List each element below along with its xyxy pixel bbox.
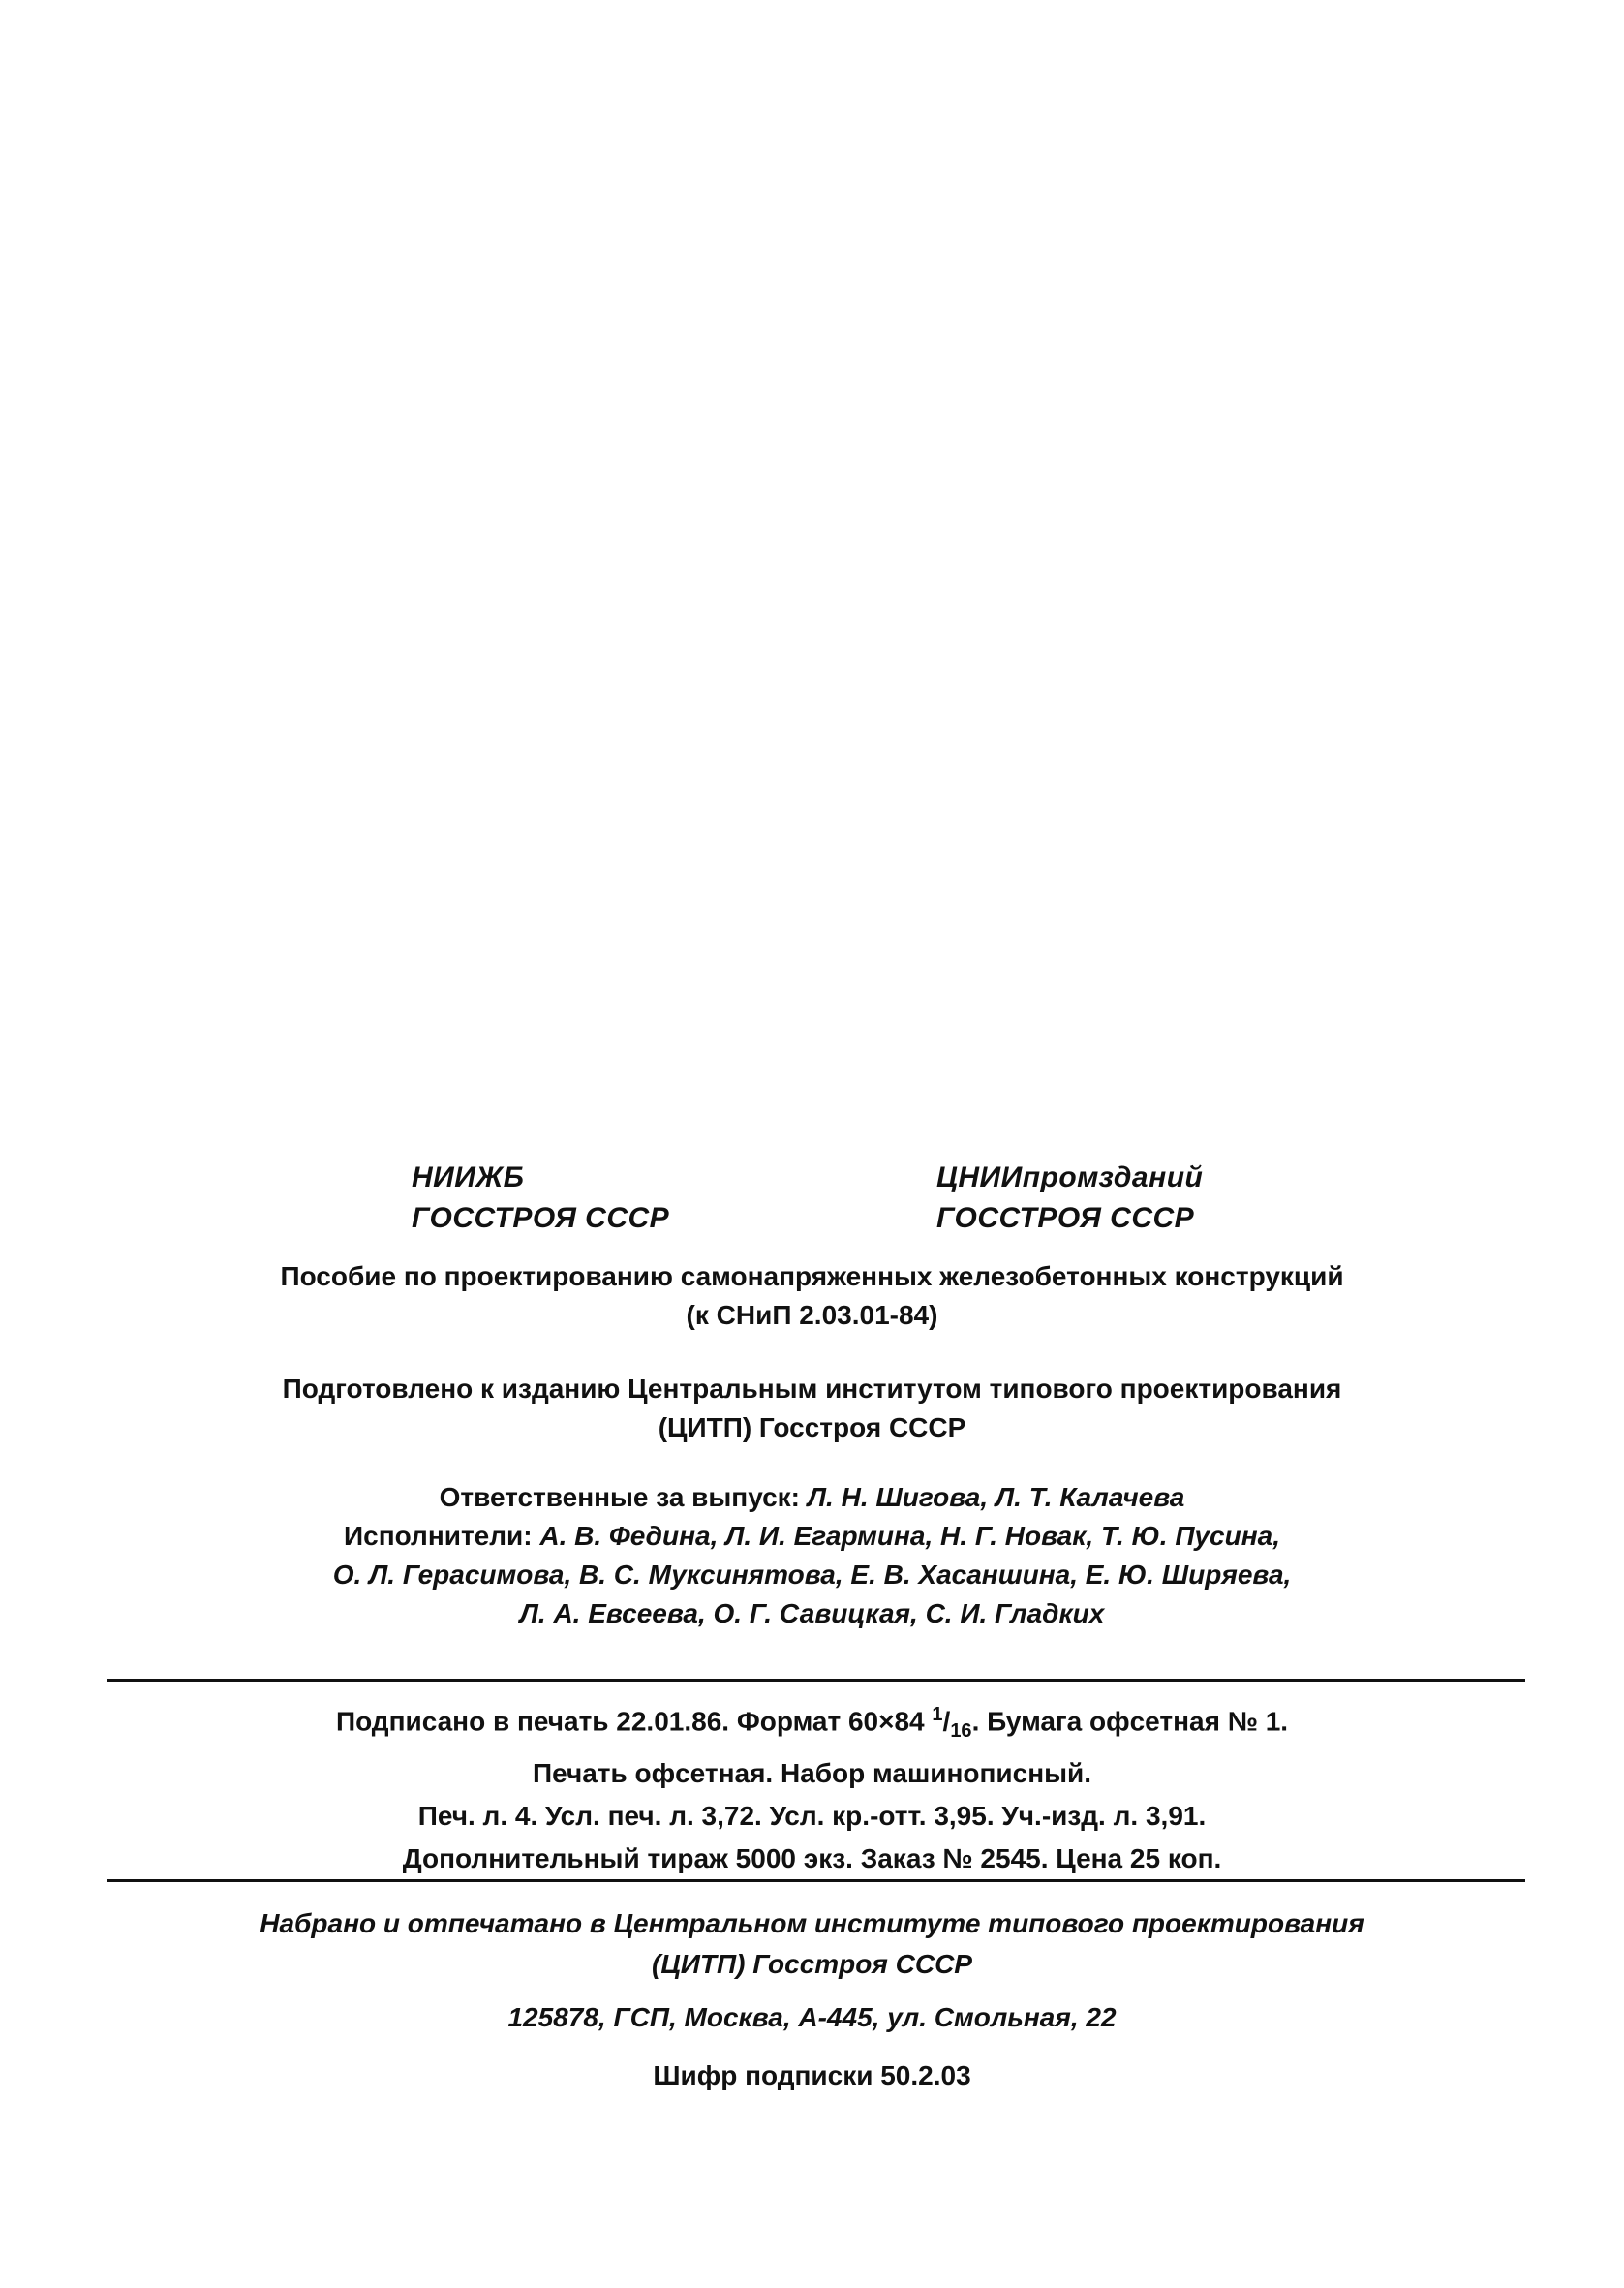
printer-info [0,1903,1624,1985]
divider-bottom [107,1879,1525,1882]
printer-address [0,1998,1624,2037]
org-niizhb [412,1158,669,1239]
staff-credits [0,1478,1624,1633]
responsible-line [0,1478,1624,1517]
org-left-name: НИИЖБ [412,1161,525,1193]
org-tsniipromzdaniy [936,1158,1203,1239]
subscription-cipher [0,2056,1624,2095]
responsible-names: Л. Н. Шигова, Л. Т. Калачева [807,1482,1185,1512]
imprint-line-1: Подписано в печать 22.01.86. Формат 60×84 $^1/_{16}$. Бумага офсетная № 1. [335,1704,1289,1742]
prepared-by [0,1370,1624,1447]
org-right-agency: ГОССТРОЯ СССР [936,1202,1195,1234]
cipher-line: Шифр подписки 50.2.03 [653,2060,971,2090]
performers-names-3: Л. А. Евсеева, О. Г. Савицкая, С. И. Гладких [519,1598,1105,1628]
address-line: 125878, ГСП, Москва, А-445, ул. Смольная, 22 [507,2002,1117,2032]
format-numerator: 1 [932,1704,943,1725]
performers-names-2: О. Л. Герасимова, В. С. Муксинятова, Е. В. Хасаншина, Е. Ю. Ширяева, [332,1560,1292,1590]
title-line-1: Пособие по проектированию самонапряженных железобетонных конструкций [280,1261,1344,1291]
imprint-line-2: Печать офсетная. Набор машинописный. [532,1757,1092,1788]
printer-line-1: Набрано и отпечатано в Центральном институте типового проектирования [260,1908,1364,1938]
imprint-details [0,1693,1624,1880]
divider-top [107,1679,1525,1682]
format-denominator: 16 [950,1719,972,1742]
signed-suffix: . Бумага офсетная № 1. [971,1706,1289,1737]
printer-line-2: (ЦИТП) Госстроя СССР [652,1949,972,1979]
title-line-2: (к СНиП 2.03.01-84) [686,1300,938,1330]
prepared-line-2: (ЦИТП) Госстроя СССР [658,1412,966,1442]
org-left-agency: ГОССТРОЯ СССР [412,1202,670,1234]
signed-prefix: Подписано в печать 22.01.86. Формат 60×84 [335,1706,925,1737]
org-right-name: ЦНИИпромзданий [936,1161,1204,1193]
performers-names-1: А. В. Федина, Л. И. Егармина, Н. Г. Новак, Т. Ю. Пусина, [539,1521,1280,1551]
document-title [0,1257,1624,1335]
imprint-line-4: Дополнительный тираж 5000 экз. Заказ № 2545. Цена 25 коп. [402,1842,1222,1873]
performers-label: Исполнители: [344,1521,533,1551]
imprint-line-3: Печ. л. 4. Усл. печ. л. 3,72. Усл. кр.-отт. 3,95. Уч.-изд. л. 3,91. [417,1800,1207,1831]
prepared-line-1: Подготовлено к изданию Центральным институтом типового проектирования [282,1374,1342,1404]
responsible-label: Ответственные за выпуск: [439,1482,801,1512]
performers-line-1 [0,1517,1624,1556]
